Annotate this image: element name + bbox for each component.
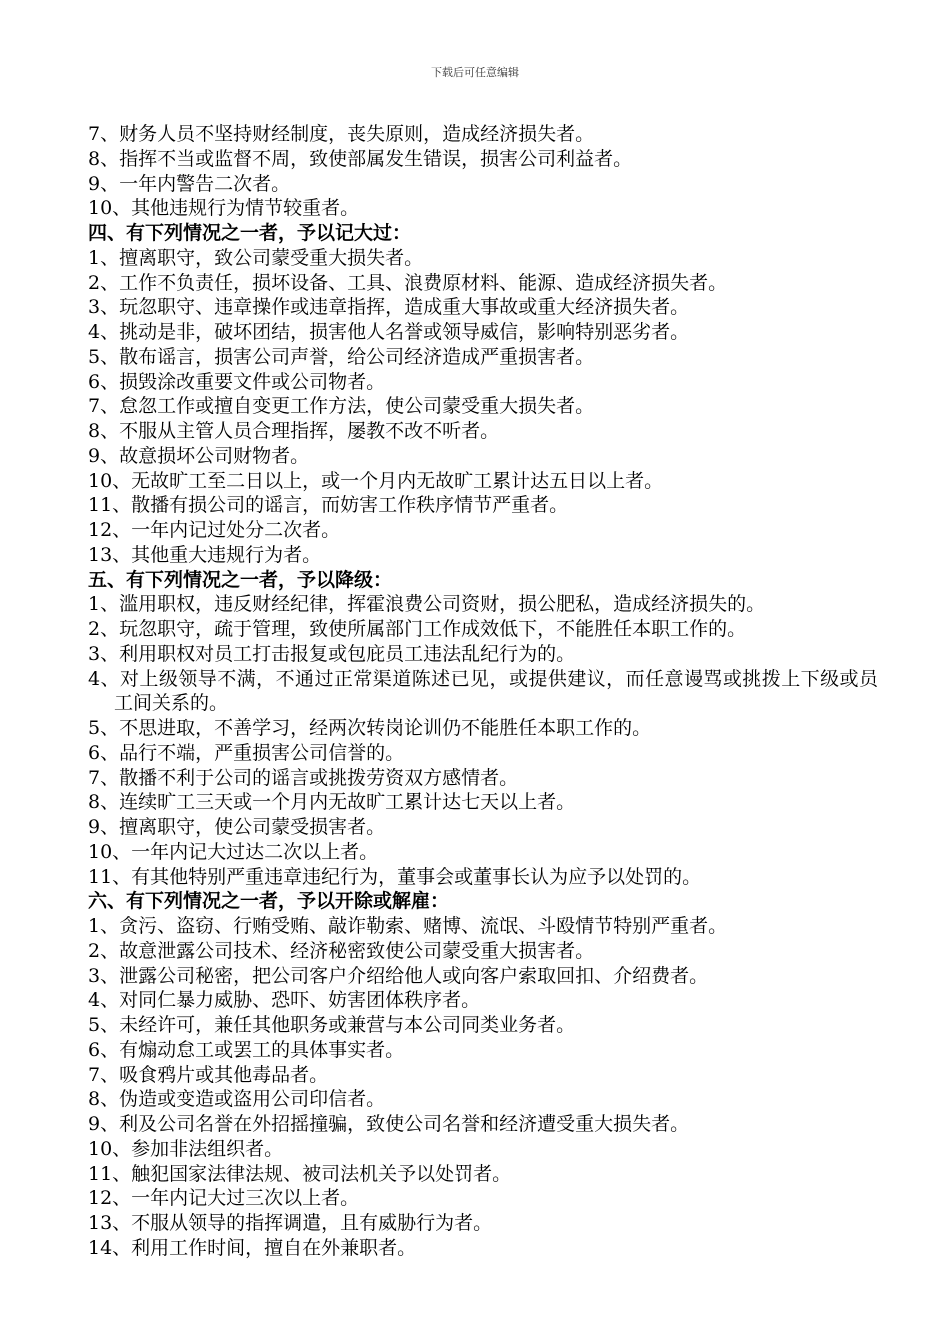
list-item: 7、财务人员不坚持财经制度，丧失原则，造成经济损失者。 (88, 123, 595, 145)
list-item: 10、其他违规行为情节较重者。 (88, 197, 360, 220)
list-item: 6、品行不端，严重损害公司信誉的。 (88, 741, 405, 764)
list-item: 8、指挥不当或监督不周，致使部属发生错误，损害公司利益者。 (88, 147, 633, 170)
list-item: 10、一年内记大过达二次以上者。 (88, 840, 379, 863)
list-item: 4、挑动是非，破坏团结，损害他人名誉或领导威信，影响特别恶劣者。 (88, 321, 690, 343)
list-item: 10、无故旷工至二日以上，或一个月内无故旷工累计达五日以上者。 (88, 469, 664, 492)
list-item: 8、连续旷工三天或一个月内无故旷工累计达七天以上者。 (88, 791, 576, 814)
section-heading: 六、有下列情况之一者，予以开除或解雇： (88, 890, 450, 913)
list-item: 2、故意泄露公司技术、经济秘密致使公司蒙受重大损害者。 (88, 939, 595, 962)
list-item: 8、伪造或变造或盗用公司印信者。 (88, 1088, 386, 1111)
list-item: 5、散布谣言，损害公司声誉，给公司经济造成严重损害者。 (88, 345, 595, 368)
list-item: 11、有其他特别严重违章违纪行为，董事会或董事长认为应予以处罚的。 (88, 865, 702, 888)
list-item: 11、触犯国家法律法规、被司法机关予以处罚者。 (88, 1162, 512, 1185)
list-item: 1、滥用职权，违反财经纪律，挥霍浪费公司资财，损公肥私，造成经济损失的。 (88, 593, 766, 616)
list-item: 6、损毁涂改重要文件或公司物者。 (88, 370, 386, 393)
list-item: 11、散播有损公司的谣言，而妨害工作秩序情节严重者。 (88, 494, 569, 517)
list-item: 5、未经许可，兼任其他职务或兼营与本公司同类业务者。 (88, 1014, 576, 1036)
document-body (88, 122, 878, 1261)
list-item: 3、利用职权对员工打击报复或包庇员工违法乱纪行为的。 (88, 642, 576, 665)
list-item: 6、有煽动怠工或罢工的具体事实者。 (88, 1038, 405, 1061)
section-heading: 四、有下列情况之一者，予以记大过： (88, 222, 412, 244)
list-item: 7、怠忽工作或擅自变更工作方法，使公司蒙受重大损失者。 (88, 395, 595, 418)
list-item: 4、对同仁暴力威胁、恐吓、妨害团体秩序者。 (88, 989, 481, 1012)
list-item: 2、工作不负责任，损坏设备、工具、浪费原材料、能源、造成经济损失者。 (88, 271, 728, 294)
list-item: 4、对上级领导不满，不通过正常渠道陈述已见，或提供建议，而任意谩骂或挑拨上下级或员工间关系的。 (88, 667, 878, 715)
list-item: 12、一年内记过处分二次者。 (88, 519, 341, 541)
list-item: 13、其他重大违规行为者。 (88, 543, 322, 566)
list-item: 5、不思进取，不善学习，经两次转岗论训仍不能胜任本职工作的。 (88, 717, 652, 739)
section-heading: 五、有下列情况之一者，予以降级： (88, 568, 393, 591)
list-item: 9、利及公司名誉在外招摇撞骗，致使公司名誉和经济遭受重大损失者。 (88, 1113, 690, 1135)
list-item: 9、一年内警告二次者。 (88, 172, 291, 195)
list-item: 3、玩忽职守、违章操作或违章指挥，造成重大事故或重大经济损失者。 (88, 296, 690, 319)
page-header: 下载后可任意编辑 (431, 66, 519, 79)
list-item: 7、散播不利于公司的谣言或挑拨劳资双方感情者。 (88, 766, 519, 789)
list-item: 2、玩忽职守，疏于管理，致使所属部门工作成效低下，不能胜任本职工作的。 (88, 618, 747, 640)
list-item: 10、参加非法组织者。 (88, 1137, 284, 1160)
list-item: 1、贪污、盗窃、行贿受贿、敲诈勒索、赌博、流氓、斗殴情节特别严重者。 (88, 915, 728, 937)
list-item: 8、不服从主管人员合理指挥，屡教不改不听者。 (88, 420, 500, 442)
list-item: 9、故意损坏公司财物者。 (88, 444, 310, 467)
list-item: 1、擅离职守，致公司蒙受重大损失者。 (88, 246, 424, 269)
list-item: 3、泄露公司秘密，把公司客户介绍给他人或向客户索取回扣、介绍费者。 (88, 964, 709, 987)
list-item: 9、擅离职守，使公司蒙受损害者。 (88, 816, 386, 838)
list-item: 12、一年内记大过三次以上者。 (88, 1187, 360, 1210)
list-item: 13、不服从领导的指挥调遣，且有威胁行为者。 (88, 1212, 493, 1234)
list-item: 14、利用工作时间，擅自在外兼职者。 (88, 1236, 417, 1259)
list-item: 7、吸食鸦片或其他毒品者。 (88, 1063, 329, 1086)
